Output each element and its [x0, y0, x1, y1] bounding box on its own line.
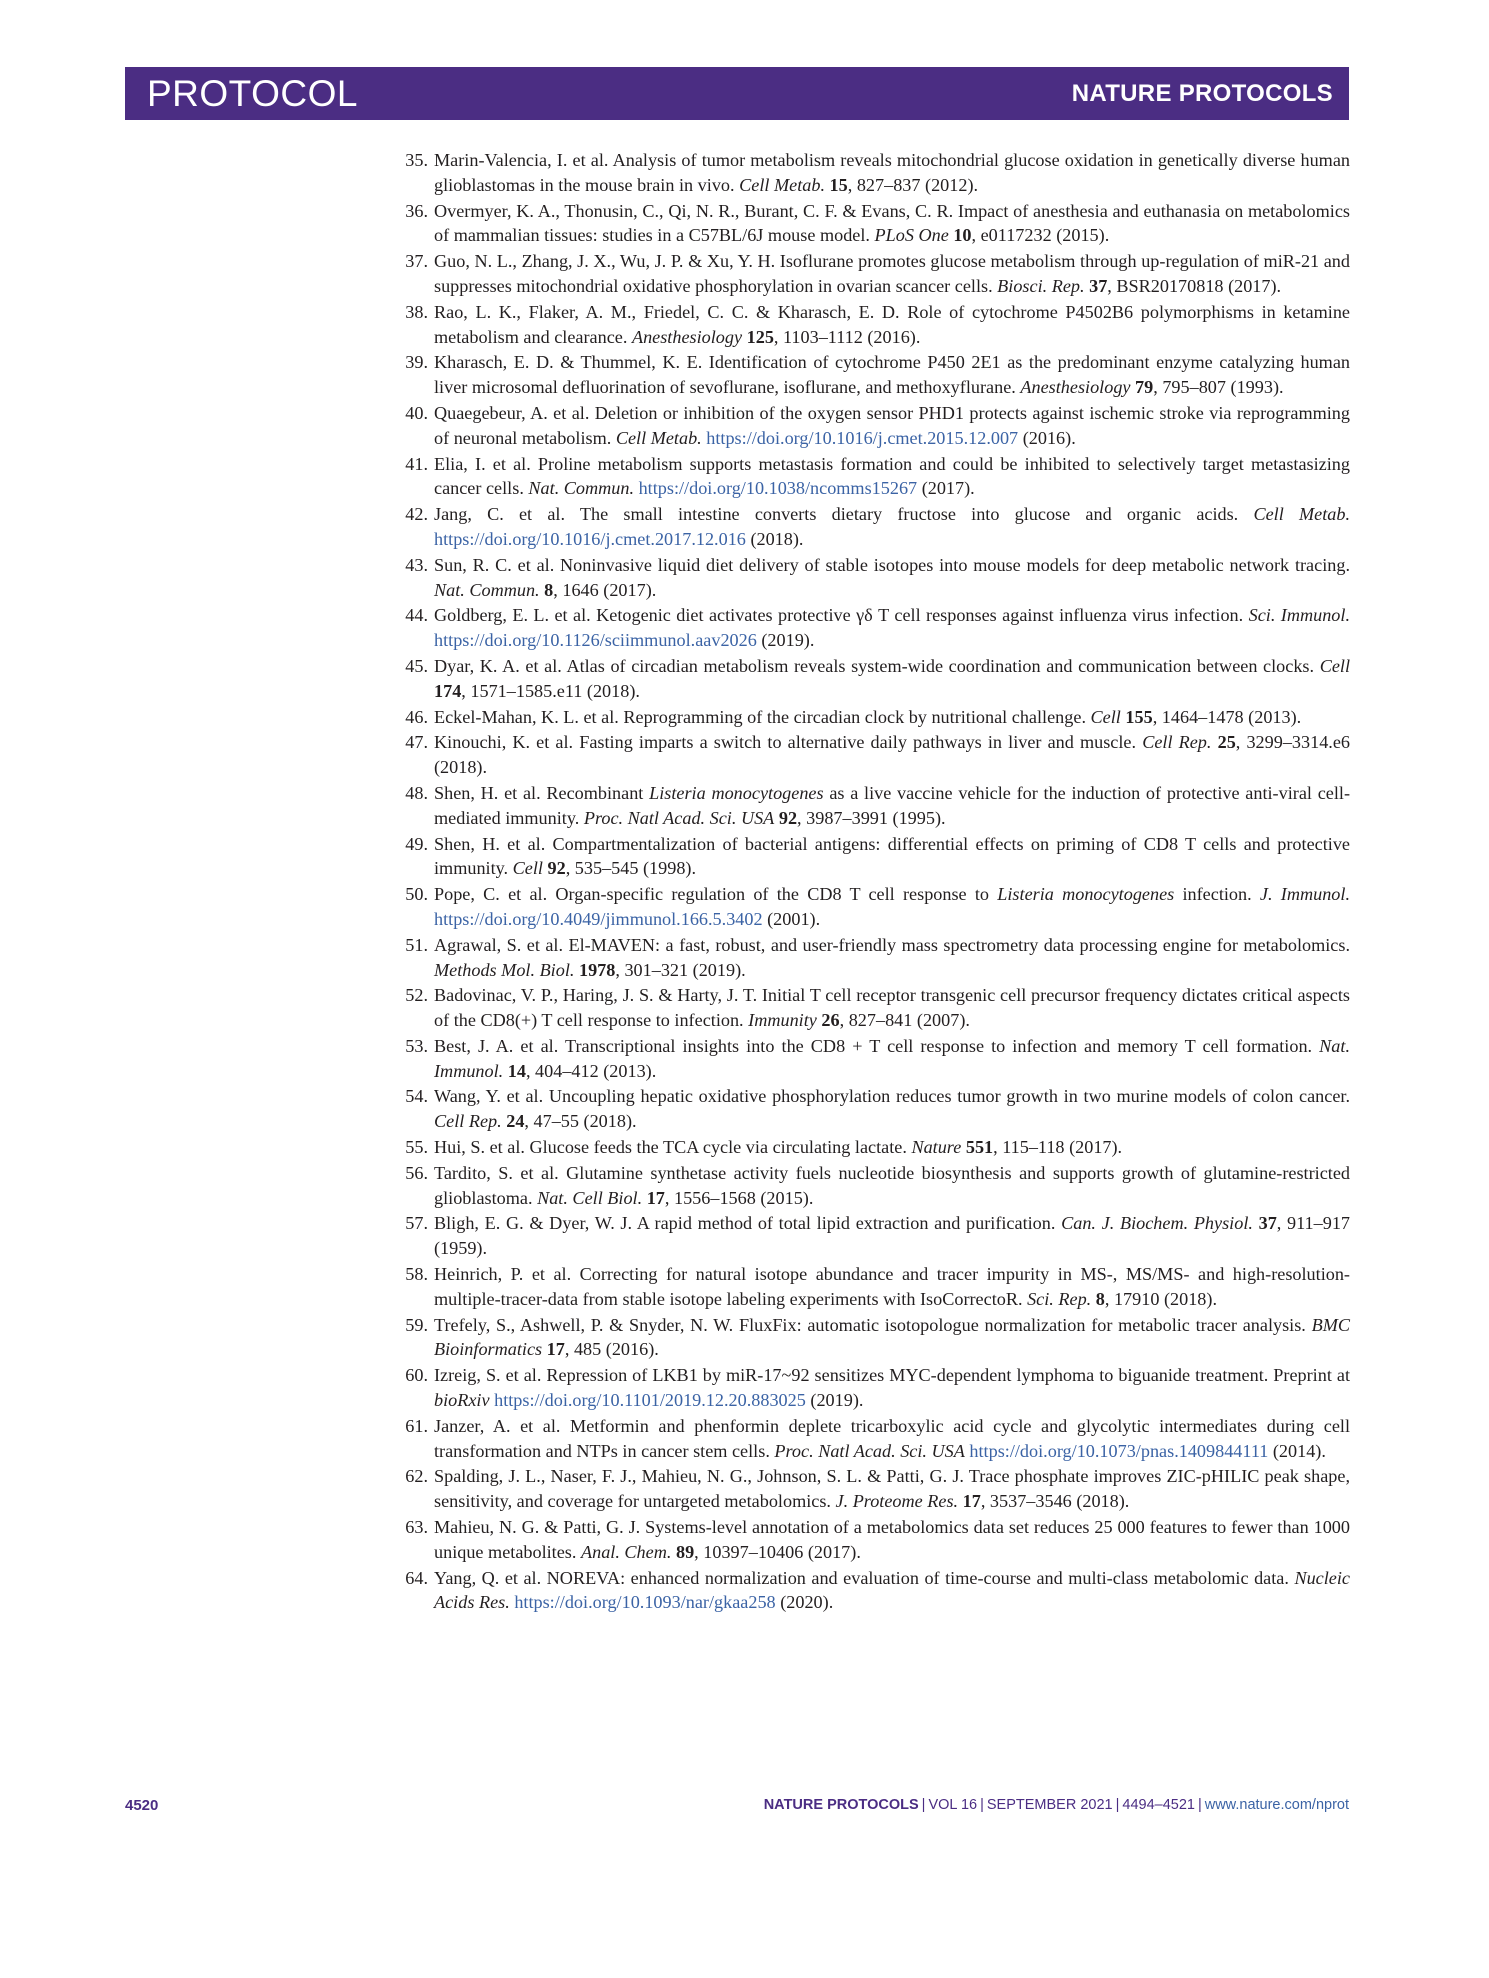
- reference-number: 51.: [405, 934, 428, 955]
- reference-number: 54.: [405, 1086, 428, 1107]
- journal-name: NATURE PROTOCOLS: [1071, 80, 1333, 107]
- doi-link[interactable]: https://doi.org/10.1101/2019.12.20.883025: [494, 1390, 806, 1411]
- reference-item: [400, 832, 1350, 882]
- reference-number: 36.: [405, 200, 428, 221]
- reference-text: Eckel-Mahan, K. L. et al. Reprogramming of the circadian clock by nutritional challenge. Cell 155, 1464–1478 (2013).: [434, 706, 1302, 727]
- reference-number: 38.: [405, 301, 428, 322]
- reference-text: Yang, Q. et al. NOREVA: enhanced normalization and evaluation of time-course and multi-class metabolomic data. Nucleic Acids Res. https://doi.org/10.1093/nar/gkaa258 (2020).: [434, 1567, 1350, 1613]
- reference-item: [400, 1464, 1350, 1514]
- reference-number: 43.: [405, 554, 428, 575]
- reference-item: [400, 1034, 1350, 1084]
- reference-text: Pope, C. et al. Organ-specific regulation of the CD8 T cell response to Listeria monocytogenes infection. J. Immunol. https://doi.org/10.4049/jimmunol.166.5.3402 (2001).: [434, 884, 1350, 929]
- reference-item: [400, 1566, 1350, 1616]
- reference-item: [400, 199, 1350, 249]
- doi-link[interactable]: https://doi.org/10.1038/ncomms15267: [638, 478, 918, 499]
- reference-number: 59.: [405, 1314, 428, 1335]
- reference-number: 35.: [405, 150, 428, 170]
- footer-url[interactable]: www.nature.com/nprot: [1204, 1797, 1349, 1813]
- reference-item: [400, 249, 1350, 299]
- reference-number: 53.: [405, 1035, 428, 1056]
- reference-text: Marin-Valencia, I. et al. Analysis of tumor metabolism reveals mitochondrial glucose oxidation in genetically diverse human glioblastomas in the mouse brain in vivo. Cell Metab. 15, 827–837 (2012).: [434, 150, 1350, 195]
- reference-item: [400, 1084, 1350, 1134]
- reference-number: 41.: [405, 453, 428, 474]
- reference-number: 50.: [405, 884, 428, 905]
- reference-item: [400, 882, 1350, 932]
- reference-text: Mahieu, N. G. & Patti, G. J. Systems-level annotation of a metabolomics data set reduces 25 000 features to fewer than 1000 unique metabolites. Anal. Chem. 89, 10397–10406 (2017).: [434, 1517, 1350, 1562]
- reference-text: Hui, S. et al. Glucose feeds the TCA cycle via circulating lactate. Nature 551, 115–118 (2017).: [434, 1137, 1123, 1158]
- reference-item: [400, 730, 1350, 780]
- reference-number: 44.: [405, 605, 428, 626]
- reference-text: Heinrich, P. et al. Correcting for natural isotope abundance and tracer impurity in MS-, MS/MS- and high-resolution-multiple-tracer-data from stable isotope labeling experiments with IsoCorrectoR. Sci. Rep. 8, 17910 (2018).: [434, 1264, 1350, 1309]
- reference-text: Agrawal, S. et al. El-MAVEN: a fast, robust, and user-friendly mass spectrometry data processing engine for metabolomics. Methods Mol. Biol. 1978, 301–321 (2019).: [434, 934, 1350, 980]
- page-number: 4520: [125, 1797, 159, 1814]
- reference-number: 60.: [405, 1365, 428, 1386]
- reference-number: 61.: [405, 1415, 428, 1436]
- reference-number: 46.: [405, 706, 428, 727]
- reference-text: Wang, Y. et al. Uncoupling hepatic oxidative phosphorylation reduces tumor growth in two murine models of colon cancer. Cell Rep. 24, 47–55 (2018).: [434, 1086, 1350, 1132]
- reference-number: 40.: [405, 402, 428, 423]
- reference-number: 63.: [405, 1517, 428, 1538]
- reference-number: 55.: [405, 1137, 428, 1158]
- reference-item: [400, 933, 1350, 983]
- reference-item: [400, 502, 1350, 552]
- reference-number: 64.: [405, 1567, 428, 1588]
- footer-citation: NATURE PROTOCOLS | VOL 16 | SEPTEMBER 2021 | 4494–4521 | www.nature.com/nprot: [763, 1797, 1349, 1813]
- reference-number: 57.: [405, 1213, 428, 1234]
- reference-text: Kinouchi, K. et al. Fasting imparts a switch to alternative daily pathways in liver and muscle. Cell Rep. 25, 3299–3314.e6 (2018).: [434, 732, 1351, 778]
- reference-item: [400, 1363, 1350, 1413]
- reference-item: [400, 1211, 1350, 1261]
- footer-journal: NATURE PROTOCOLS: [763, 1797, 919, 1813]
- reference-text: Spalding, J. L., Naser, F. J., Mahieu, N. G., Johnson, S. L. & Patti, G. J. Trace phosphate improves ZIC-pHILIC peak shape, sensitivity, and coverage for untargeted metabolomics. J. Proteome Res. 17, 3537–3546 (2018).: [434, 1466, 1350, 1512]
- doi-link[interactable]: https://doi.org/10.1073/pnas.1409844111: [969, 1440, 1269, 1461]
- doi-link[interactable]: https://doi.org/10.4049/jimmunol.166.5.3402: [434, 908, 763, 929]
- reference-number: 47.: [405, 732, 428, 753]
- reference-text: Izreig, S. et al. Repression of LKB1 by miR-17~92 sensitizes MYC-dependent lymphoma to biguanide treatment. Preprint at bioRxiv https://doi.org/10.1101/2019.12.20.883025 (2019).: [434, 1365, 1350, 1411]
- footer-date: SEPTEMBER 2021: [986, 1797, 1113, 1813]
- reference-item: [400, 1515, 1350, 1565]
- reference-text: Elia, I. et al. Proline metabolism supports metastasis formation and could be inhibited to selectively target metastasizing cancer cells. Nat. Commun. https://doi.org/10.1038/ncomms15267 (2017).: [434, 453, 1350, 499]
- reference-text: Rao, L. K., Flaker, A. M., Friedel, C. C. & Kharasch, E. D. Role of cytochrome P4502B6 polymorphisms in ketamine metabolism and clearance. Anesthesiology 125, 1103–1112 (2016).: [434, 301, 1350, 347]
- reference-number: 39.: [405, 352, 428, 373]
- footer-volume: VOL 16: [928, 1797, 978, 1813]
- reference-number: 42.: [405, 504, 428, 525]
- reference-number: 52.: [405, 985, 428, 1006]
- reference-item: [400, 1161, 1350, 1211]
- reference-text: Tardito, S. et al. Glutamine synthetase activity fuels nucleotide biosynthesis and supports growth of glutamine-restricted glioblastoma. Nat. Cell Biol. 17, 1556–1568 (2015).: [434, 1162, 1350, 1208]
- reference-item: [400, 553, 1350, 603]
- reference-item: [400, 1135, 1350, 1160]
- reference-item: [400, 148, 1350, 198]
- reference-item: [400, 1414, 1350, 1464]
- reference-text: Bligh, E. G. & Dyer, W. J. A rapid method of total lipid extraction and purification. Can. J. Biochem. Physiol. 37, 911–917 (1959).: [434, 1213, 1351, 1259]
- reference-list: [400, 148, 1350, 1616]
- reference-text: Overmyer, K. A., Thonusin, C., Qi, N. R., Burant, C. F. & Evans, C. R. Impact of anesthesia and euthanasia on metabolomics of mammalian tissues: studies in a C57BL/6J mouse model. PLoS One 10, e0117232 (2015).: [434, 200, 1350, 246]
- reference-item: [400, 1262, 1350, 1312]
- reference-text: Trefely, S., Ashwell, P. & Snyder, N. W. FluxFix: automatic isotopologue normalization for metabolic tracer analysis. BMC Bioinformatics 17, 485 (2016).: [434, 1314, 1350, 1360]
- doi-link[interactable]: https://doi.org/10.1093/nar/gkaa258: [514, 1592, 776, 1613]
- reference-text: Sun, R. C. et al. Noninvasive liquid diet delivery of stable isotopes into mouse models for deep metabolic network tracing. Nat. Commun. 8, 1646 (2017).: [434, 554, 1350, 600]
- reference-item: [400, 1313, 1350, 1363]
- reference-number: 48.: [405, 782, 428, 803]
- reference-text: Goldberg, E. L. et al. Ketogenic diet activates protective γδ T cell responses against influenza virus infection. Sci. Immunol. https://doi.org/10.1126/sciimmunol.aav2026 (2019).: [434, 605, 1350, 651]
- reference-item: [400, 705, 1350, 730]
- section-label: PROTOCOL: [147, 73, 358, 114]
- doi-link[interactable]: https://doi.org/10.1016/j.cmet.2015.12.007: [706, 427, 1019, 448]
- reference-text: Dyar, K. A. et al. Atlas of circadian metabolism reveals system-wide coordination and communication between clocks. Cell 174, 1571–1585.e11 (2018).: [434, 655, 1350, 701]
- header-band: [125, 67, 1349, 120]
- reference-text: Best, J. A. et al. Transcriptional insights into the CD8 + T cell response to infection and memory T cell formation. Nat. Immunol. 14, 404–412 (2013).: [434, 1035, 1350, 1081]
- reference-item: [400, 401, 1350, 451]
- reference-number: 37.: [405, 251, 428, 272]
- reference-text: Quaegebeur, A. et al. Deletion or inhibition of the oxygen sensor PHD1 protects against ischemic stroke via reprogramming of neuronal metabolism. Cell Metab. https://doi.org/10.1016/j.cmet.2015.12.007 (2016).: [434, 402, 1350, 448]
- reference-text: Shen, H. et al. Recombinant Listeria monocytogenes as a live vaccine vehicle for the induction of protective anti-viral cell-mediated immunity. Proc. Natl Acad. Sci. USA 92, 3987–3991 (1995).: [434, 782, 1350, 828]
- reference-text: Shen, H. et al. Compartmentalization of bacterial antigens: differential effects on priming of CD8 T cells and protective immunity. Cell 92, 535–545 (1998).: [434, 833, 1350, 879]
- reference-text: Jang, C. et al. The small intestine converts dietary fructose into glucose and organic acids. Cell Metab. https://doi.org/10.1016/j.cmet.2017.12.016 (2018).: [434, 504, 1350, 549]
- reference-item: [400, 300, 1350, 350]
- doi-link[interactable]: https://doi.org/10.1016/j.cmet.2017.12.016: [434, 528, 746, 549]
- doi-link[interactable]: https://doi.org/10.1126/sciimmunol.aav2026: [434, 630, 757, 651]
- reference-number: 62.: [405, 1466, 428, 1487]
- reference-text: Guo, N. L., Zhang, J. X., Wu, J. P. & Xu, Y. H. Isoflurane promotes glucose metabolism through up-regulation of miR-21 and suppresses mitochondrial oxidative phosphorylation in ovarian scancer cells. Biosci. Rep. 37, BSR20170818 (2017).: [434, 251, 1350, 296]
- reference-number: 56.: [405, 1162, 428, 1183]
- reference-item: [400, 654, 1350, 704]
- reference-item: [400, 983, 1350, 1033]
- reference-number: 49.: [405, 833, 428, 854]
- reference-item: [400, 350, 1350, 400]
- reference-number: 58.: [405, 1264, 428, 1285]
- reference-item: [400, 603, 1350, 653]
- footer-pages: 4494–4521: [1122, 1797, 1195, 1813]
- reference-item: [400, 452, 1350, 502]
- reference-text: Janzer, A. et al. Metformin and phenformin deplete tricarboxylic acid cycle and glycolytic intermediates during cell transformation and NTPs in cancer stem cells. Proc. Natl Acad. Sci. USA https://doi.org/10.1073/pnas.1409844111 (2014).: [434, 1415, 1350, 1461]
- reference-item: [400, 781, 1350, 831]
- reference-text: Kharasch, E. D. & Thummel, K. E. Identification of cytochrome P450 2E1 as the predominant enzyme catalyzing human liver microsomal defluorination of sevoflurane, isoflurane, and methoxyflurane. Anesthesiology 79, 795–807 (1993).: [434, 352, 1350, 398]
- reference-number: 45.: [405, 655, 428, 676]
- reference-text: Badovinac, V. P., Haring, J. S. & Harty, J. T. Initial T cell receptor transgenic cell precursor frequency dictates critical aspects of the CD8(+) T cell response to infection. Immunity 26, 827–841 (2007).: [434, 985, 1350, 1031]
